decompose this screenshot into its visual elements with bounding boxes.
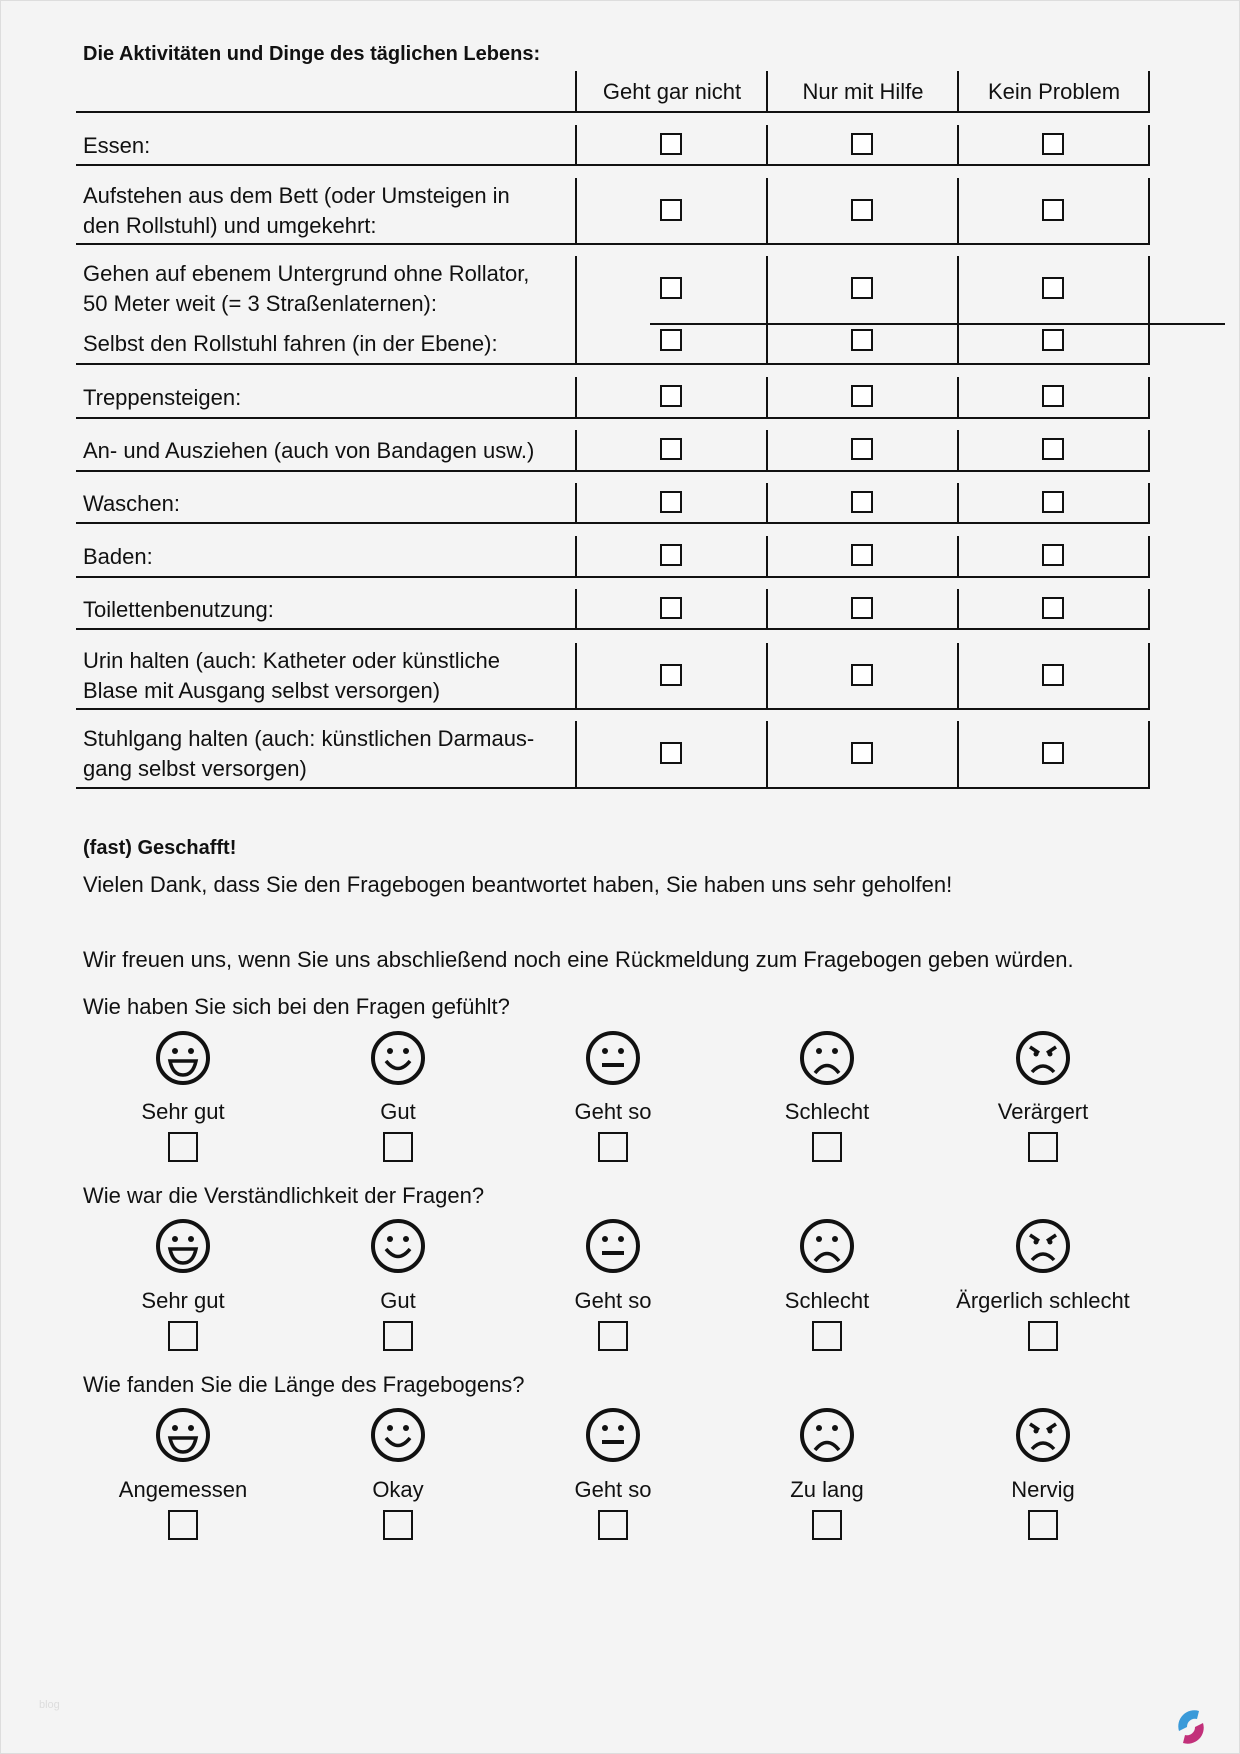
very-happy-face-icon bbox=[155, 1407, 211, 1463]
table-header bbox=[76, 71, 1150, 113]
option-label: Zu lang bbox=[790, 1477, 864, 1502]
answer-checkbox[interactable] bbox=[851, 277, 873, 299]
feedback-question: Wie war die Verständlichkeit der Fragen? bbox=[83, 1183, 485, 1208]
answer-checkbox[interactable] bbox=[660, 385, 682, 407]
answer-checkbox[interactable] bbox=[660, 597, 682, 619]
column-header: Nur mit Hilfe bbox=[802, 79, 924, 104]
answer-checkbox[interactable] bbox=[660, 199, 682, 221]
row-label: Gehen auf ebenem Untergrund ohne Rollator, 50 Meter weit (= 3 Straßenlaternen): bbox=[83, 261, 530, 316]
answer-checkbox[interactable] bbox=[660, 664, 682, 686]
section-title: Die Aktivitäten und Dinge des täglichen Lebens: bbox=[83, 43, 541, 65]
answer-checkbox[interactable] bbox=[1042, 199, 1064, 221]
happy-face-icon bbox=[370, 1218, 426, 1274]
option-checkbox[interactable] bbox=[168, 1321, 198, 1351]
option-checkbox[interactable] bbox=[1028, 1510, 1058, 1540]
row-label: Waschen: bbox=[83, 490, 181, 516]
option-checkbox[interactable] bbox=[598, 1132, 628, 1162]
answer-checkbox[interactable] bbox=[1042, 133, 1064, 155]
table-row bbox=[76, 256, 1150, 365]
option-checkbox[interactable] bbox=[383, 1510, 413, 1540]
answer-checkbox[interactable] bbox=[851, 438, 873, 460]
option-checkbox[interactable] bbox=[383, 1132, 413, 1162]
option-label: Angemessen bbox=[118, 1477, 248, 1502]
closing-title: (fast) Geschafft! bbox=[83, 837, 237, 859]
neutral-face-icon bbox=[585, 1407, 641, 1463]
option-checkbox[interactable] bbox=[168, 1132, 198, 1162]
answer-checkbox[interactable] bbox=[851, 544, 873, 566]
row-label: Baden: bbox=[83, 544, 153, 569]
feedback-question: Wie fanden Sie die Länge des Fragebogens? bbox=[83, 1372, 525, 1397]
column-header: Geht gar nicht bbox=[602, 79, 742, 104]
option-label: Sehr gut bbox=[141, 1099, 225, 1124]
thanks-text: Vielen Dank, dass Sie den Fragebogen beantwortet haben, Sie haben uns sehr geholfen! bbox=[83, 872, 953, 897]
answer-checkbox[interactable] bbox=[1042, 742, 1064, 764]
column-header: Kein Problem bbox=[987, 79, 1121, 104]
table-row bbox=[76, 721, 1150, 789]
sad-face-icon bbox=[799, 1030, 855, 1086]
angry-face-icon bbox=[1015, 1218, 1071, 1274]
neutral-face-icon bbox=[585, 1218, 641, 1274]
answer-checkbox[interactable] bbox=[851, 742, 873, 764]
option-checkbox[interactable] bbox=[1028, 1321, 1058, 1351]
row-label: Aufstehen aus dem Bett (oder Umsteigen in den Rollstuhl) und umgekehrt: bbox=[83, 183, 510, 238]
sad-face-icon bbox=[799, 1218, 855, 1274]
option-checkbox[interactable] bbox=[812, 1321, 842, 1351]
table-row bbox=[76, 483, 1150, 524]
happy-face-icon bbox=[370, 1407, 426, 1463]
neutral-face-icon bbox=[585, 1030, 641, 1086]
option-label: Gut bbox=[380, 1099, 416, 1124]
table-row bbox=[76, 430, 1150, 472]
option-checkbox[interactable] bbox=[812, 1132, 842, 1162]
row-label: Stuhlgang halten (auch: künstlichen Darmaus- gang selbst versorgen) bbox=[83, 726, 535, 781]
answer-checkbox[interactable] bbox=[851, 491, 873, 513]
answer-checkbox[interactable] bbox=[660, 544, 682, 566]
answer-checkbox[interactable] bbox=[660, 491, 682, 513]
answer-checkbox[interactable] bbox=[1042, 597, 1064, 619]
row-label: Urin halten (auch: Katheter oder künstliche Blase mit Ausgang selbst versorgen) bbox=[83, 648, 501, 703]
table-row bbox=[76, 377, 1150, 419]
option-label: Verärgert bbox=[997, 1099, 1089, 1124]
option-checkbox[interactable] bbox=[598, 1321, 628, 1351]
option-label: Schlecht bbox=[784, 1099, 870, 1124]
option-label: Geht so bbox=[574, 1477, 652, 1502]
option-label: Schlecht bbox=[784, 1288, 870, 1313]
row-label: An- und Ausziehen (auch von Bandagen usw.) bbox=[83, 438, 535, 463]
happy-face-icon bbox=[370, 1030, 426, 1086]
answer-checkbox[interactable] bbox=[851, 664, 873, 686]
answer-checkbox[interactable] bbox=[851, 199, 873, 221]
option-checkbox[interactable] bbox=[168, 1510, 198, 1540]
option-label: Geht so bbox=[574, 1099, 652, 1124]
angry-face-icon bbox=[1015, 1030, 1071, 1086]
answer-checkbox[interactable] bbox=[851, 133, 873, 155]
option-label: Okay bbox=[372, 1477, 424, 1502]
sad-face-icon bbox=[799, 1407, 855, 1463]
answer-checkbox[interactable] bbox=[851, 597, 873, 619]
answer-checkbox[interactable] bbox=[851, 329, 873, 351]
angry-face-icon bbox=[1015, 1407, 1071, 1463]
option-label: Geht so bbox=[574, 1288, 652, 1313]
row-label: Toilettenbenutzung: bbox=[83, 596, 274, 622]
answer-checkbox[interactable] bbox=[660, 277, 682, 299]
option-checkbox[interactable] bbox=[812, 1510, 842, 1540]
option-label: Nervig bbox=[1011, 1477, 1075, 1502]
answer-checkbox[interactable] bbox=[1042, 385, 1064, 407]
table-row bbox=[76, 536, 1150, 578]
answer-checkbox[interactable] bbox=[660, 329, 682, 351]
option-checkbox[interactable] bbox=[383, 1321, 413, 1351]
watermark: blog bbox=[39, 1699, 60, 1711]
option-label: Sehr gut bbox=[141, 1288, 225, 1313]
feedback-question: Wie haben Sie sich bei den Fragen gefühlt? bbox=[83, 994, 510, 1019]
very-happy-face-icon bbox=[155, 1218, 211, 1274]
answer-checkbox[interactable] bbox=[1042, 491, 1064, 513]
row-label: Selbst den Rollstuhl fahren (in der Ebene): bbox=[83, 331, 498, 356]
option-checkbox[interactable] bbox=[598, 1510, 628, 1540]
table-row bbox=[76, 643, 1150, 710]
feedback-intro: Wir freuen uns, wenn Sie uns abschließend noch eine Rückmeldung zum Fragebogen geben würden. bbox=[83, 947, 1074, 972]
table-row bbox=[76, 589, 1150, 630]
answer-checkbox[interactable] bbox=[1042, 438, 1064, 460]
row-label: Treppensteigen: bbox=[83, 385, 242, 410]
very-happy-face-icon bbox=[155, 1030, 211, 1086]
answer-checkbox[interactable] bbox=[851, 385, 873, 407]
option-checkbox[interactable] bbox=[1028, 1132, 1058, 1162]
answer-checkbox[interactable] bbox=[660, 133, 682, 155]
answer-checkbox[interactable] bbox=[660, 742, 682, 764]
row-label: Essen: bbox=[83, 132, 151, 158]
answer-checkbox[interactable] bbox=[660, 438, 682, 460]
option-label: Gut bbox=[380, 1288, 416, 1313]
table-row bbox=[76, 178, 1150, 245]
answer-checkbox[interactable] bbox=[1042, 664, 1064, 686]
answer-checkbox[interactable] bbox=[1042, 329, 1064, 351]
answer-checkbox[interactable] bbox=[1042, 544, 1064, 566]
option-label: Ärgerlich schlecht bbox=[956, 1288, 1130, 1313]
table-row bbox=[76, 125, 1150, 166]
answer-checkbox[interactable] bbox=[1042, 277, 1064, 299]
logo-icon bbox=[1169, 1705, 1213, 1749]
